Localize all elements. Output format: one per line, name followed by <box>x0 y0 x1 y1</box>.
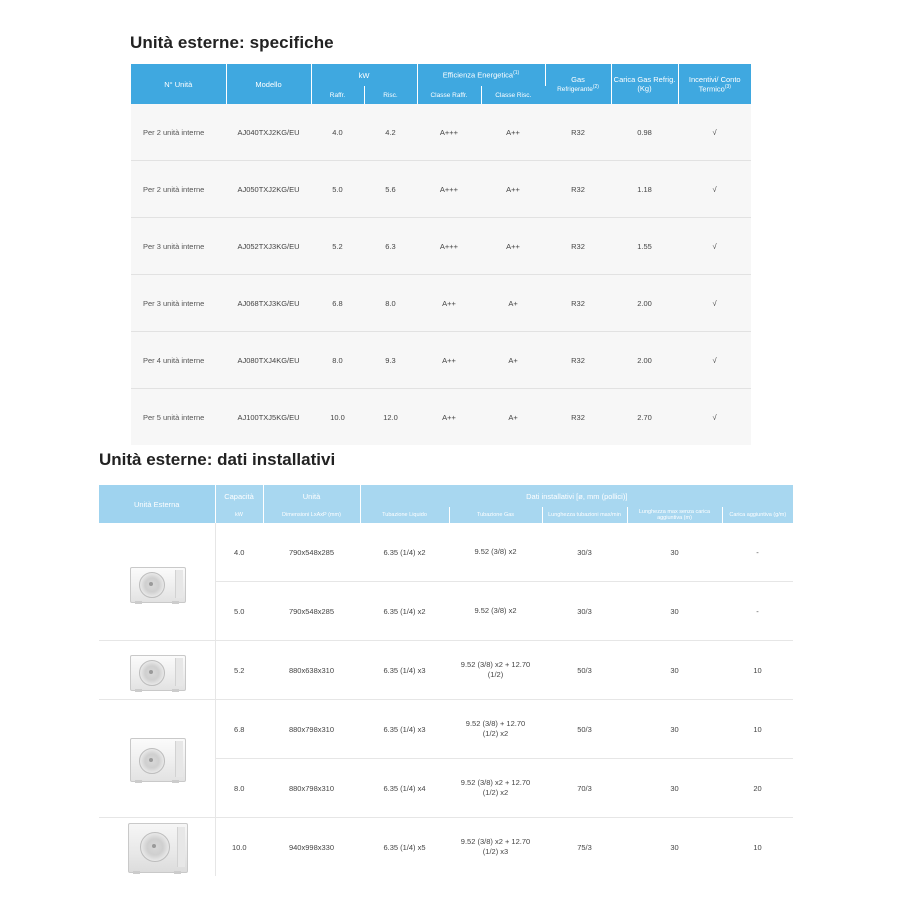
specs-table <box>131 64 751 445</box>
cell-gas-pipe: 9.52 (3/8) x2 + 12.70 (1/2) x2 <box>449 759 542 818</box>
cell-max-length: 30 <box>627 818 722 877</box>
cell-class-heat: A+ <box>481 275 545 332</box>
cell-incentive: √ <box>678 332 751 389</box>
installation-table-container <box>99 485 793 876</box>
cell-pipe-length: 30/3 <box>542 582 627 641</box>
col-pipe-length: Lunghezza tubazioni max/min <box>542 507 627 523</box>
cell-heat: 4.2 <box>364 104 417 161</box>
cell-class-cool: A+++ <box>417 161 481 218</box>
outdoor-unit-image <box>99 641 215 700</box>
col-capacity: Capacità <box>215 485 263 507</box>
cell-gas-pipe: 9.52 (3/8) x2 <box>449 523 542 582</box>
table-row <box>99 818 793 877</box>
col-unit-number: N° Unità <box>131 64 226 104</box>
cell-extra-charge: 20 <box>722 759 793 818</box>
cell-unit: Per 3 unità interne <box>131 218 226 275</box>
cell-max-length: 30 <box>627 641 722 700</box>
cell-class-cool: A+++ <box>417 104 481 161</box>
efficiency-footnote-marker: (1) <box>513 70 520 77</box>
cell-capacity: 8.0 <box>215 759 263 818</box>
cell-unit: Per 2 unità interne <box>131 161 226 218</box>
cell-extra-charge: 10 <box>722 818 793 877</box>
cell-heat: 5.6 <box>364 161 417 218</box>
cell-liquid-pipe: 6.35 (1/4) x5 <box>360 818 449 877</box>
cell-pipe-length: 70/3 <box>542 759 627 818</box>
cell-gas: R32 <box>545 161 611 218</box>
cell-dimensions: 790x548x285 <box>263 523 360 582</box>
cell-dimensions: 790x548x285 <box>263 582 360 641</box>
cell-model: AJ068TXJ3KG/EU <box>226 275 311 332</box>
cell-capacity: 4.0 <box>215 523 263 582</box>
cell-class-heat: A++ <box>481 218 545 275</box>
cell-class-heat: A++ <box>481 161 545 218</box>
col-install-data-group: Dati installativi [ø, mm (pollici)] <box>360 485 793 507</box>
cell-pipe-length: 50/3 <box>542 700 627 759</box>
col-liquid-pipe: Tubazione Liquido <box>360 507 449 523</box>
cell-extra-charge: 10 <box>722 641 793 700</box>
cell-charge: 1.55 <box>611 218 678 275</box>
outdoor-unit-image <box>99 818 215 877</box>
outdoor-unit-image <box>99 700 215 818</box>
cell-gas: R32 <box>545 104 611 161</box>
cell-dimensions: 880x798x310 <box>263 700 360 759</box>
outdoor-unit-medium-icon <box>126 732 188 786</box>
cell-dimensions: 940x998x330 <box>263 818 360 877</box>
cell-gas-pipe: 9.52 (3/8) + 12.70 (1/2) x2 <box>449 700 542 759</box>
outdoor-unit-large-icon <box>124 818 190 876</box>
table-row <box>99 700 793 759</box>
section-two-title: Unità esterne: dati installativi <box>99 450 336 469</box>
col-extra-charge: Carica aggiuntiva (g/m) <box>722 507 793 523</box>
table-row <box>131 104 751 161</box>
section-one-title: Unità esterne: specifiche <box>130 33 334 52</box>
cell-liquid-pipe: 6.35 (1/4) x4 <box>360 759 449 818</box>
cell-capacity: 6.8 <box>215 700 263 759</box>
cell-unit: Per 5 unità interne <box>131 389 226 446</box>
col-class-heating: Classe Risc. <box>481 86 545 104</box>
cell-capacity: 5.2 <box>215 641 263 700</box>
cell-charge: 1.18 <box>611 161 678 218</box>
cell-max-length: 30 <box>627 759 722 818</box>
cell-incentive: √ <box>678 161 751 218</box>
table-row <box>131 275 751 332</box>
cell-model: AJ100TXJ5KG/EU <box>226 389 311 446</box>
table-row <box>131 161 751 218</box>
cell-unit: Per 2 unità interne <box>131 104 226 161</box>
col-model: Modello <box>226 64 311 104</box>
col-unit-dimensions: Unità <box>263 485 360 507</box>
cell-cool: 4.0 <box>311 104 364 161</box>
table-row <box>99 523 793 582</box>
cell-extra-charge: - <box>722 582 793 641</box>
cell-model: AJ080TXJ4KG/EU <box>226 332 311 389</box>
cell-class-cool: A+++ <box>417 218 481 275</box>
cell-gas-pipe: 9.52 (3/8) x2 + 12.70 (1/2) x3 <box>449 818 542 877</box>
cell-heat: 12.0 <box>364 389 417 446</box>
cell-cool: 5.0 <box>311 161 364 218</box>
cell-liquid-pipe: 6.35 (1/4) x3 <box>360 700 449 759</box>
col-gas: Gas Refrigerante$^{(2)}$ <box>545 64 611 104</box>
cell-heat: 6.3 <box>364 218 417 275</box>
col-capacity-sub: kW <box>215 507 263 523</box>
cell-gas: R32 <box>545 389 611 446</box>
cell-model: AJ040TXJ2KG/EU <box>226 104 311 161</box>
cell-gas: R32 <box>545 332 611 389</box>
cell-class-cool: A++ <box>417 389 481 446</box>
installation-table <box>99 485 793 876</box>
table-row <box>131 389 751 446</box>
cell-pipe-length: 30/3 <box>542 523 627 582</box>
table-row <box>99 641 793 700</box>
cell-class-heat: A+ <box>481 389 545 446</box>
cell-unit: Per 3 unità interne <box>131 275 226 332</box>
col-outdoor-unit: Unità Esterna <box>99 485 215 523</box>
table-row <box>131 332 751 389</box>
col-max-length: Lunghezza max senza carica aggiuntiva (m) <box>627 507 722 523</box>
cell-unit: Per 4 unità interne <box>131 332 226 389</box>
cell-liquid-pipe: 6.35 (1/4) x2 <box>360 582 449 641</box>
cell-gas-pipe: 9.52 (3/8) x2 + 12.70 (1/2) <box>449 641 542 700</box>
cell-cool: 6.8 <box>311 275 364 332</box>
cell-incentive: √ <box>678 275 751 332</box>
cell-class-heat: A++ <box>481 104 545 161</box>
cell-heat: 8.0 <box>364 275 417 332</box>
cell-cool: 5.2 <box>311 218 364 275</box>
cell-max-length: 30 <box>627 582 722 641</box>
col-efficiency-group: Efficienza Energetica$^{(1)}$ <box>417 64 545 86</box>
cell-cool: 8.0 <box>311 332 364 389</box>
cell-incentive: √ <box>678 104 751 161</box>
cell-model: AJ050TXJ2KG/EU <box>226 161 311 218</box>
cell-class-heat: A+ <box>481 332 545 389</box>
cell-incentive: √ <box>678 389 751 446</box>
table-row <box>131 218 751 275</box>
outdoor-unit-small-icon <box>126 559 188 605</box>
cell-incentive: √ <box>678 218 751 275</box>
cell-gas: R32 <box>545 275 611 332</box>
col-unit-sub: Dimensioni LxAxP (mm) <box>263 507 360 523</box>
cell-extra-charge: 10 <box>722 700 793 759</box>
col-kw-group: kW <box>311 64 417 86</box>
cell-max-length: 30 <box>627 700 722 759</box>
cell-capacity: 10.0 <box>215 818 263 877</box>
cell-charge: 2.00 <box>611 275 678 332</box>
cell-charge: 2.00 <box>611 332 678 389</box>
cell-gas-pipe: 9.52 (3/8) x2 <box>449 582 542 641</box>
specs-table-container <box>131 64 751 445</box>
cell-liquid-pipe: 6.35 (1/4) x2 <box>360 523 449 582</box>
col-kw-cooling: Raffr. <box>311 86 364 104</box>
col-gas-pipe: Tubazione Gas <box>449 507 542 523</box>
cell-cool: 10.0 <box>311 389 364 446</box>
outdoor-unit-image <box>99 523 215 641</box>
cell-extra-charge: - <box>722 523 793 582</box>
cell-class-cool: A++ <box>417 332 481 389</box>
col-class-cooling: Classe Raffr. <box>417 86 481 104</box>
cell-pipe-length: 50/3 <box>542 641 627 700</box>
cell-gas: R32 <box>545 218 611 275</box>
col-kw-heating: Risc. <box>364 86 417 104</box>
outdoor-unit-small-icon <box>126 647 188 693</box>
cell-dimensions: 880x638x310 <box>263 641 360 700</box>
cell-charge: 0.98 <box>611 104 678 161</box>
col-incentives: Incentivi/ Conto Termico$^{(3)}$ <box>678 64 751 104</box>
cell-heat: 9.3 <box>364 332 417 389</box>
col-gas-charge: Carica Gas Refrig. (Kg) <box>611 64 678 104</box>
cell-charge: 2.70 <box>611 389 678 446</box>
cell-capacity: 5.0 <box>215 582 263 641</box>
cell-model: AJ052TXJ3KG/EU <box>226 218 311 275</box>
cell-liquid-pipe: 6.35 (1/4) x3 <box>360 641 449 700</box>
cell-dimensions: 880x798x310 <box>263 759 360 818</box>
cell-max-length: 30 <box>627 523 722 582</box>
cell-class-cool: A++ <box>417 275 481 332</box>
cell-pipe-length: 75/3 <box>542 818 627 877</box>
